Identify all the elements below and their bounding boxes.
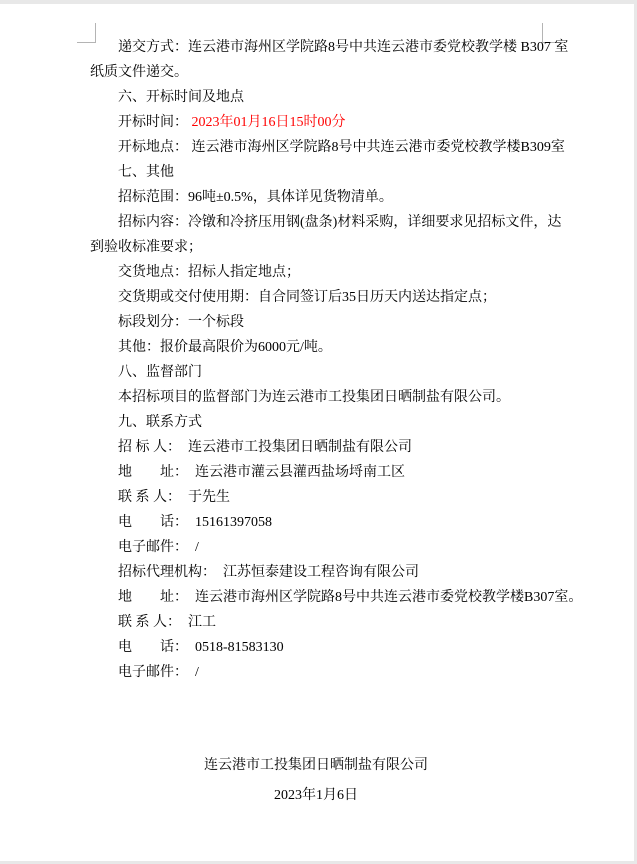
- text-run: 电子邮件： /: [118, 665, 199, 680]
- text-run: 九、联系方式: [118, 415, 202, 430]
- text-run: 招标范围：96吨±0.5%，具体详见货物清单。: [118, 190, 393, 205]
- text-run: 地 址： 连云港市灌云县灌西盐场埒南工区: [118, 465, 405, 480]
- doc-line: [90, 335, 542, 360]
- text-run: 电 话： 0518-81583130: [118, 640, 284, 655]
- doc-blank-line: [90, 685, 542, 707]
- text-run: 电 话： 15161397058: [118, 515, 272, 530]
- text-run: 开标地点： 连云港市海州区学院路8号中共连云港市委党校教学楼B309室: [118, 140, 565, 155]
- doc-line: [90, 660, 542, 685]
- doc-line: [90, 435, 542, 460]
- doc-line: [90, 410, 542, 435]
- doc-line: [90, 635, 542, 660]
- text-run: 八、监督部门: [118, 365, 202, 380]
- doc-line: [90, 135, 565, 160]
- doc-line: [90, 510, 542, 535]
- document-body: [90, 35, 583, 811]
- doc-line: [90, 781, 542, 811]
- text-run: 到验收标准要求；: [90, 240, 202, 255]
- doc-line: [90, 185, 542, 210]
- text-run: 招标代理机构： 江苏恒泰建设工程咨询有限公司: [118, 565, 419, 580]
- text-run: 联 系 人： 于先生: [118, 490, 230, 505]
- doc-line: [90, 160, 542, 185]
- doc-line: [90, 485, 542, 510]
- doc-line: [90, 85, 542, 110]
- text-run: 交货地点：招标人指定地点；: [118, 265, 300, 280]
- doc-line: [90, 751, 542, 781]
- text-run: 标段划分：一个标段: [118, 315, 244, 330]
- doc-line: [90, 460, 542, 485]
- text-run: 招标内容：冷镦和冷挤压用钢(盘条)材料采购，详细要求见招标文件，达: [118, 215, 562, 230]
- text-run: 交货期或交付使用期：自合同签订后35日历天内送达指定点；: [118, 290, 496, 305]
- doc-line: [90, 610, 542, 635]
- doc-blank-line: [90, 729, 542, 751]
- doc-line: [90, 235, 542, 260]
- text-run: 联 系 人： 江工: [118, 615, 216, 630]
- doc-blank-line: [90, 707, 542, 729]
- text-run: 本招标项目的监督部门为连云港市工投集团日晒制盐有限公司。: [118, 390, 510, 405]
- doc-line: [90, 360, 542, 385]
- text-run: 2023年1月6日: [274, 788, 358, 803]
- text-run: 招 标 人： 连云港市工投集团日晒制盐有限公司: [118, 440, 412, 455]
- text-run: 开标时间：: [118, 115, 192, 130]
- doc-line: [90, 560, 542, 585]
- doc-line: [90, 260, 542, 285]
- text-run: 六、开标时间及地点: [118, 90, 244, 105]
- doc-line: [90, 60, 542, 85]
- doc-line: [90, 35, 569, 60]
- text-run: 连云港市工投集团日晒制盐有限公司: [204, 758, 428, 773]
- doc-line: [90, 310, 542, 335]
- doc-line: [90, 110, 542, 135]
- text-run: 其他：报价最高限价为6000元/吨。: [118, 340, 332, 355]
- text-run: 递交方式：连云港市海州区学院路8号中共连云港市委党校教学楼 B307 室: [118, 40, 569, 55]
- page-edge-top: [0, 0, 637, 4]
- text-run: 地 址： 连云港市海州区学院路8号中共连云港市委党校教学楼B307室。: [118, 590, 583, 605]
- text-run-highlight: 2023年01月16日15时00分: [191, 115, 346, 130]
- text-run: 七、其他: [118, 165, 174, 180]
- doc-line: [90, 385, 542, 410]
- doc-line: [90, 210, 562, 235]
- text-run: 电子邮件： /: [118, 540, 199, 555]
- doc-line: [90, 285, 542, 310]
- doc-line: [90, 585, 583, 610]
- doc-line: [90, 535, 542, 560]
- text-run: 纸质文件递交。: [90, 65, 188, 80]
